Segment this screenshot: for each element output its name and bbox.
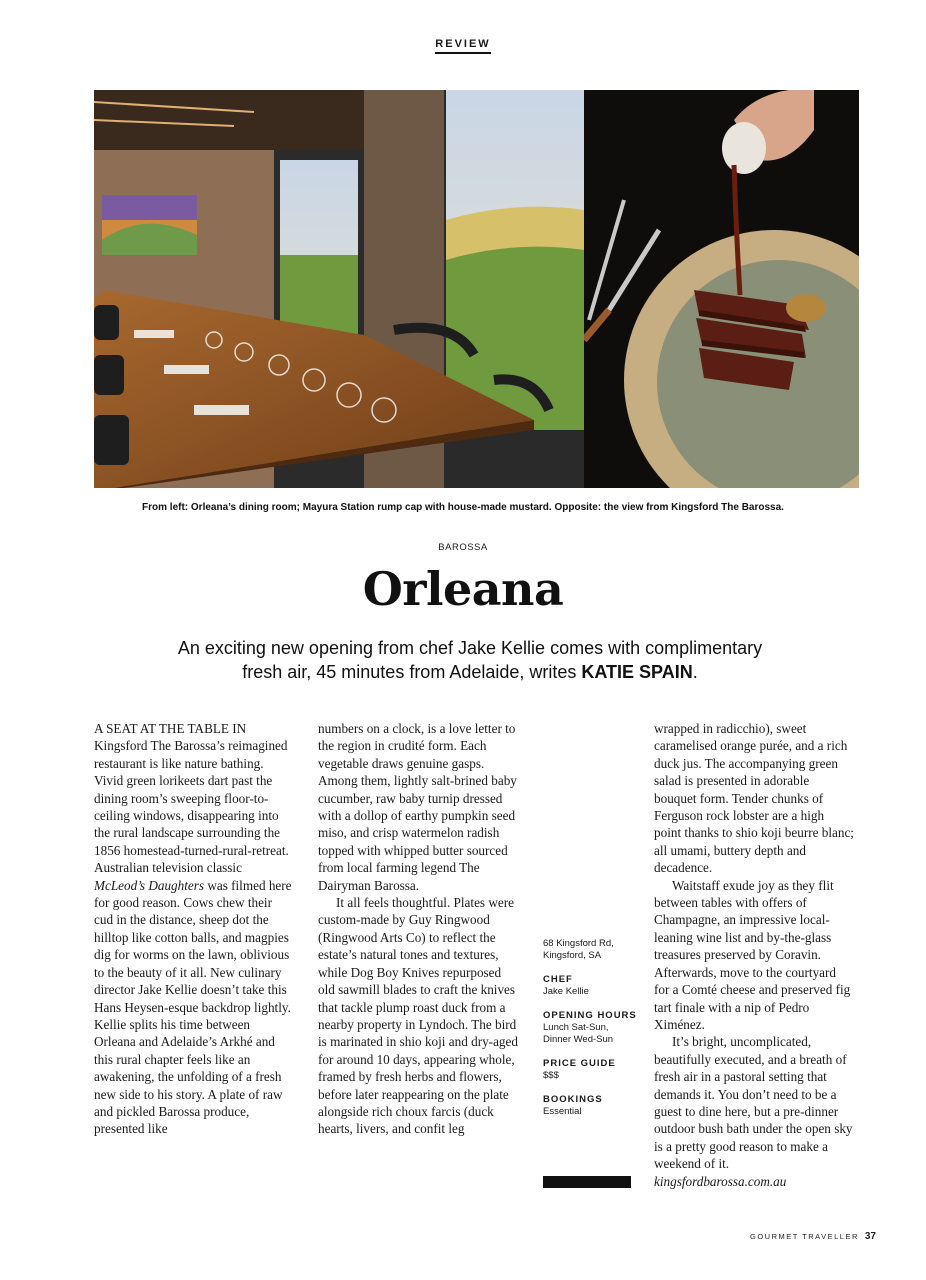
standfirst-line-2-text: fresh air, 45 minutes from Adelaide, writes [242, 662, 582, 682]
info-price-label: PRICE GUIDE [543, 1058, 616, 1069]
body-paragraph: wrapped in radicchio), sweet caramelised orange purée, and a rich duck jus. The accompanying green salad is presented in adorable bouquet form. Tender chunks of Ferguson rock lobster are a high point thanks to shio koji beurre blanc; all umami, buttery depth and decadence. [654, 721, 854, 876]
dining-room-photo [94, 90, 584, 488]
info-bookings-value: Essential [543, 1106, 582, 1117]
body-text: A SEAT AT THE TABLE IN Kingsford The Barossa’s reimagined restaurant is like nature bathing. Vivid green lorikeets dart past the dining room’s sweeping floor-to-ceiling windows, disappearing into the rural landscape surrounding the 1856 homestead-turned-rural-retreat. Australian television classic [94, 721, 289, 876]
info-hours-line-2: Dinner Wed-Sun [543, 1034, 614, 1045]
info-hours-line-1: Lunch Sat-Sun, [543, 1022, 609, 1033]
info-address: 68 Kingsford Rd, Kingsford, SA [543, 938, 614, 961]
region-label: BAROSSA [438, 542, 488, 553]
photo-caption: From left: Orleana’s dining room; Mayura Station rump cap with house-made mustard. Opposite: the view from Kingsford The Barossa. [142, 502, 784, 513]
body-text: was filmed here for good reason. Cows chew their cud in the distance, sheep dot the hilltop like cotton balls, and magpies dig for worms on the lawn, oblivious to the beauty of it all. New culinary director Jake Kellie doesn’t take this Hans Heysen-esque backdrop lightly. Kellie splits his time between Orleana and Adelaide’s Arkhé and this rural chapter feels like an awakening, the unfolding of a fresh new side to his story. A plate of raw and pickled Barossa produce, presented like [94, 877, 292, 1137]
body-column-1 [94, 720, 294, 1138]
show-title: McLeod’s Daughters [94, 877, 205, 893]
page-number: 37 [864, 1231, 876, 1242]
body-paragraph [654, 1033, 854, 1190]
info-bookings-label: BOOKINGS [543, 1094, 603, 1105]
body-column-2 [318, 720, 518, 1138]
body-paragraph [94, 720, 294, 1138]
body-text: It’s bright, uncomplicated, beautifully executed, and a breath of fresh air in a pastoral setting that demands it. You don’t need to be a guest to dine here, but a pre-dinner outdoor bush bath under the open sky is a pretty good reason to make a weekend of it. [654, 1034, 853, 1172]
page-folio [750, 1231, 876, 1242]
standfirst [150, 636, 790, 684]
author-name: KATIE SPAIN [581, 662, 693, 682]
info-hours-label: OPENING HOURS [543, 1010, 637, 1021]
section-label [0, 38, 926, 50]
website-link[interactable]: kingsfordbarossa.com.au [654, 1173, 787, 1189]
standfirst-line-2 [150, 660, 790, 684]
standfirst-line-1: An exciting new opening from chef Jake Kellie comes with complimentary [177, 638, 763, 658]
info-bookings [543, 1094, 639, 1118]
dining-room-illustration [94, 90, 584, 488]
standfirst-end: . [692, 662, 698, 682]
info-chef-label: CHEF [543, 974, 573, 985]
publication-name: GOURMET TRAVELLER [750, 1232, 859, 1241]
body-paragraph: It all feels thoughtful. Plates were custom-made by Guy Ringwood (Ringwood Arts Co) to reflect the estate’s natural tones and textures, while Dog Boy Knives repurposed old sawmill blades to craft the knives that tackle plump roast duck from a nearby property in Lyndoch. The bird is marinated in shio koji and dry-aged for around 10 days, appearing whole, framed by fresh herbs and flowers, before later reappearing on the plate alongside rich choux farcis (duck hearts, livers, and confit leg [318, 895, 518, 1137]
steak-plate-photo [584, 90, 859, 488]
body-paragraph: numbers on a clock, is a love letter to the region in crudité form. Each vegetable draws genuine gasps. Among them, lightly salt-brined baby cucumber, raw baby turnip dressed with a dollop of earthy pumpkin seed miso, and crisp watermelon radish topped with whipped butter sourced from local farming legend The Dairyman Barossa. [318, 721, 517, 893]
body-paragraph: Waitstaff exude joy as they flit between tables with offers of Champagne, an impressive local-leaning wine list and by-the-glass treasures preserved by Coravin. Afterwards, move to the courtyard for a Comté cheese and preserved fig tart finale with a nip of Pedro Ximénez. [654, 877, 851, 1032]
info-chef [543, 974, 639, 998]
info-hours [543, 1010, 639, 1046]
info-box [543, 938, 639, 1130]
section-label-text: REVIEW [435, 38, 490, 54]
info-end-bar [543, 1176, 631, 1188]
info-chef-value: Jake Kellie [543, 986, 589, 997]
info-price [543, 1058, 639, 1082]
article-title: Orleana [362, 562, 564, 616]
info-price-value: $$$ [543, 1070, 559, 1081]
steak-plate-illustration [584, 90, 859, 488]
body-column-3 [654, 720, 854, 1190]
